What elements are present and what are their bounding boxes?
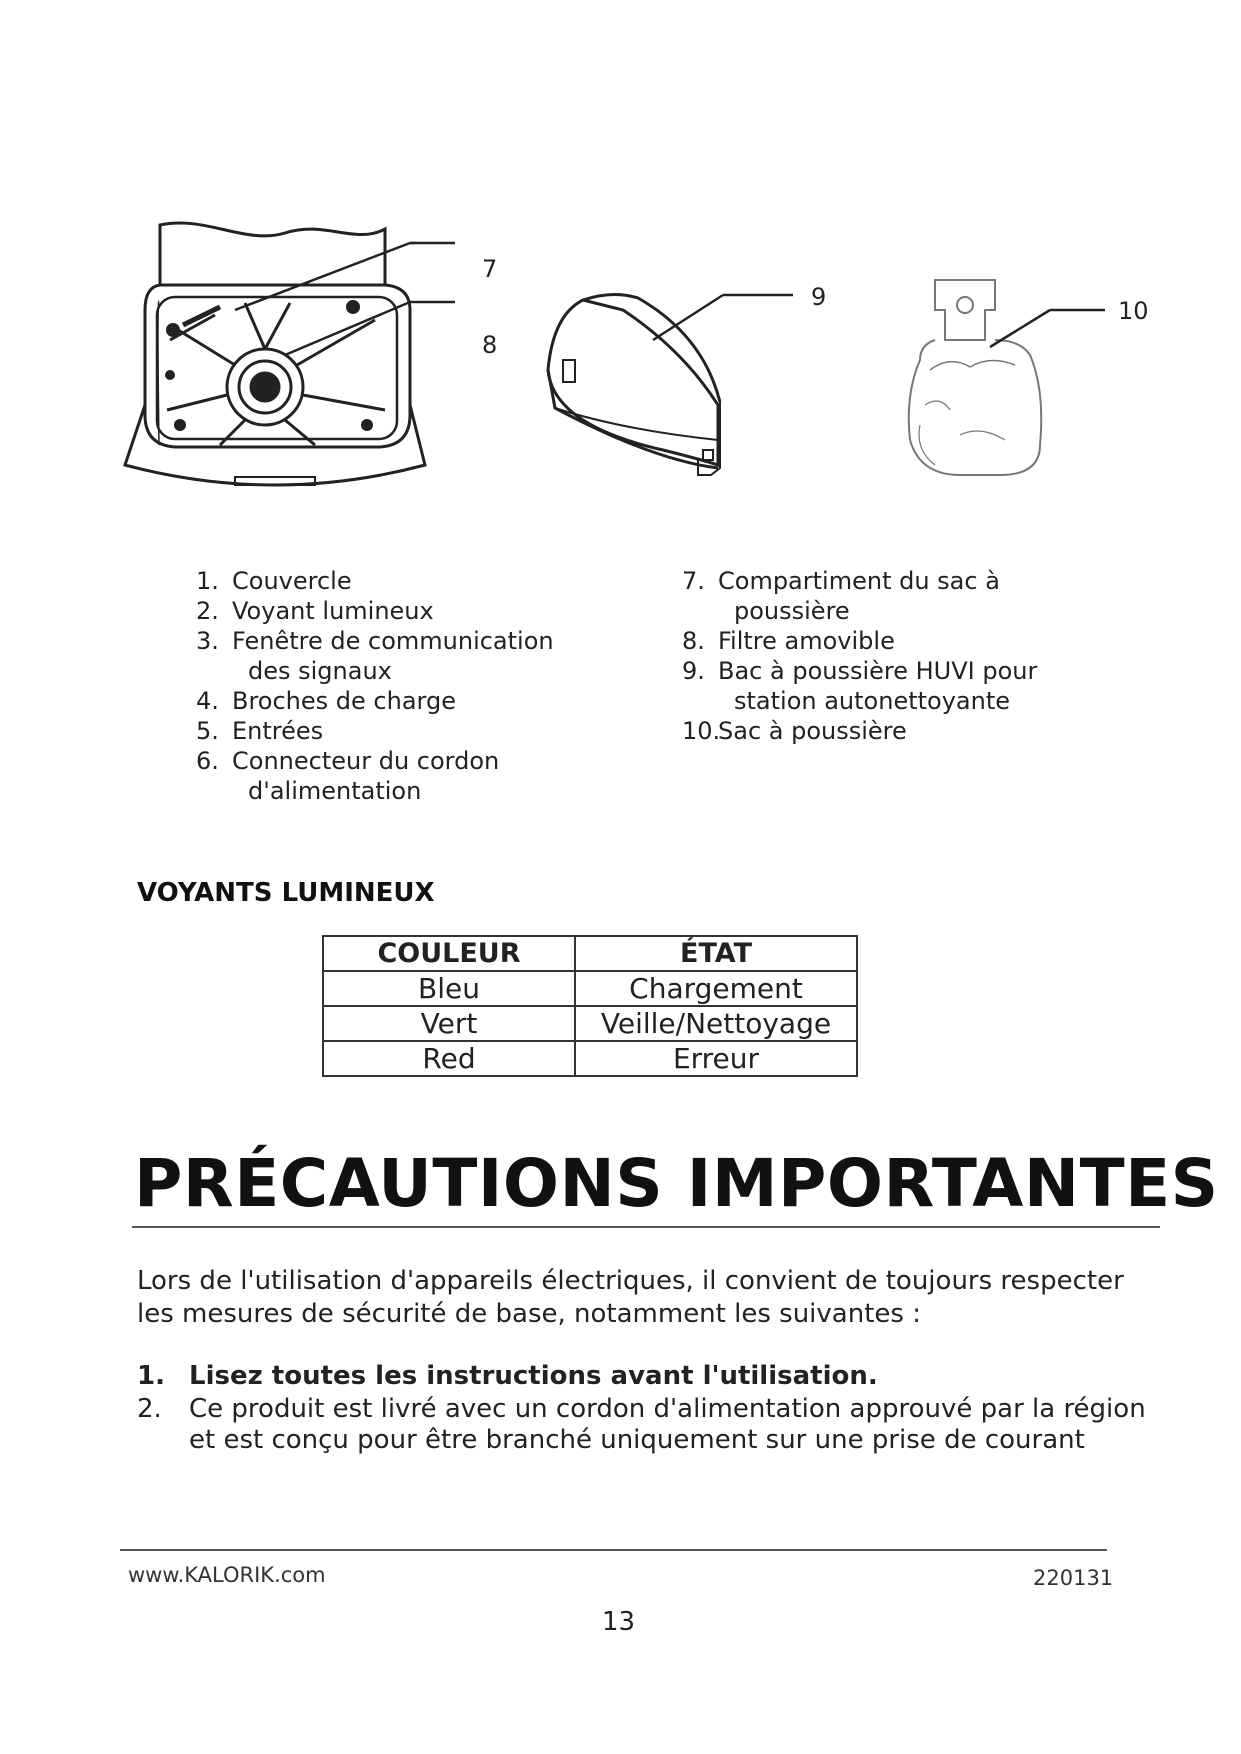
table-cell: Veille/Nettoyage	[575, 1006, 857, 1041]
table-cell: Bleu	[323, 971, 575, 1006]
list-item: 4. Broches de charge	[196, 687, 456, 715]
list-item: 7. Compartiment du sac à poussière	[682, 567, 1000, 625]
table-row	[323, 1006, 857, 1041]
table-cell: Vert	[323, 1006, 575, 1041]
list-item: 1. Couvercle	[196, 567, 352, 595]
parts-list-right	[682, 566, 1122, 746]
parts-list-left	[196, 566, 636, 806]
list-item: 2. Voyant lumineux	[196, 597, 434, 625]
list-item: 5. Entrées	[196, 717, 324, 745]
footer-divider	[120, 1549, 1107, 1551]
callout-10: 10	[1118, 297, 1149, 325]
table-header-row	[323, 936, 857, 971]
table-cell: Erreur	[575, 1041, 857, 1076]
section-title-leds: VOYANTS LUMINEUX	[137, 878, 435, 908]
table-cell: Chargement	[575, 971, 857, 1006]
list-item: 3. Fenêtre de communication des signaux	[196, 627, 554, 685]
dust-bin-figure	[543, 290, 803, 490]
table-row	[323, 1041, 857, 1076]
leader-lines-left	[410, 235, 460, 315]
list-item: 8. Filtre amovible	[682, 627, 895, 655]
title-divider	[132, 1226, 1160, 1228]
led-table	[322, 935, 858, 1077]
instruction-list	[137, 1361, 1147, 1456]
list-item: 10. Sac à poussière	[682, 717, 907, 745]
column-header: COULEUR	[323, 936, 575, 971]
callout-7: 7	[482, 255, 498, 283]
footer-code: 220131	[1033, 1566, 1114, 1590]
list-item: 6. Connecteur du cordon d'alimentation	[196, 747, 500, 805]
callout-8: 8	[482, 331, 498, 359]
intro-paragraph: Lors de l'utilisation d'appareils électriques, il convient de toujours respecter les mesures de sécurité de base, notamment les suivantes :	[137, 1266, 1124, 1329]
page-title: PRÉCAUTIONS IMPORTANTES	[134, 1145, 1219, 1222]
list-item: 2. Ce produit est livré avec un cordon d'alimentation approuvé par la région et est conçu pour être branché uniquement sur une prise de courant	[137, 1394, 1146, 1455]
list-item: 1. Lisez toutes les instructions avant l'utilisation.	[137, 1361, 878, 1391]
callout-9: 9	[811, 283, 827, 311]
footer-website: www.KALORIK.com	[128, 1563, 326, 1587]
column-header: ÉTAT	[575, 936, 857, 971]
table-cell: Red	[323, 1041, 575, 1076]
table-row	[323, 971, 857, 1006]
dust-bag-figure	[890, 275, 1130, 495]
page-number: 13	[602, 1607, 636, 1637]
list-item: 9. Bac à poussière HUVI pour station autonettoyante	[682, 657, 1038, 715]
station-base-figure	[125, 215, 435, 505]
